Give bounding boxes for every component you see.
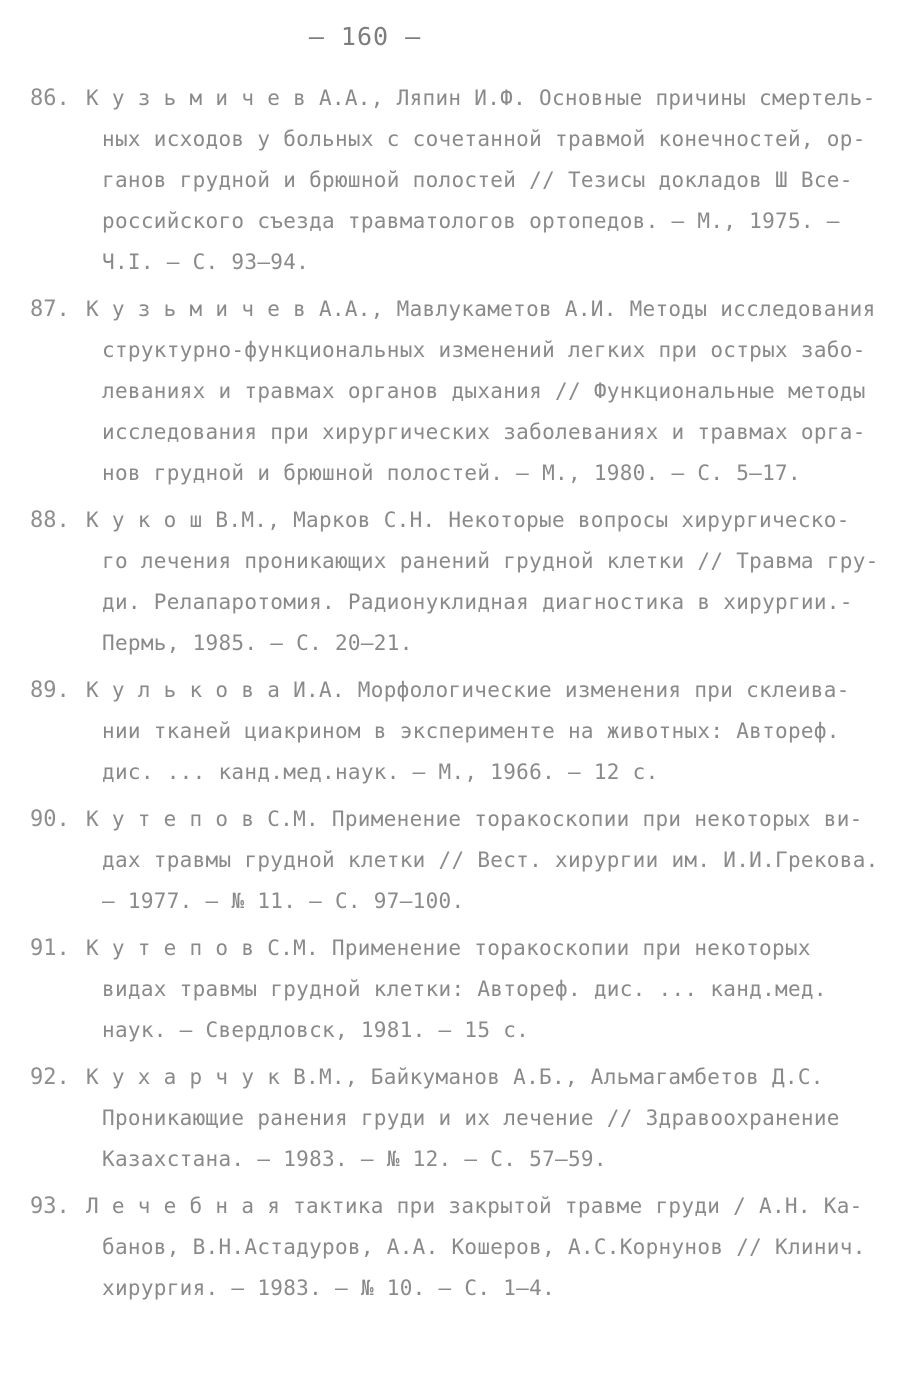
entry-line: нов грудной и брюшной полостей. – М., 1980. – С. 5–17. — [102, 461, 801, 485]
entry-number: 87. — [30, 297, 70, 322]
bibliography-entry-92 — [30, 1057, 890, 1180]
bibliography-entry-87 — [30, 289, 890, 494]
entry-line: видах травмы грудной клетки: Автореф. дис. ... канд.мед. — [102, 977, 827, 1001]
entry-line: Л е ч е б н а я тактика при закрытой травме груди / А.Н. Ка- — [86, 1194, 863, 1218]
bibliography-entry-89 — [30, 670, 890, 793]
bibliography-entry-90 — [30, 799, 890, 922]
bibliography-entry-91 — [30, 928, 890, 1051]
entry-line: Проникающие ранения груди и их лечение // Здравоохранение — [102, 1106, 840, 1130]
entry-number: 88. — [30, 508, 70, 533]
entry-line: нии тканей циакрином в эксперименте на животных: Автореф. — [102, 719, 840, 743]
entry-number: 86. — [30, 86, 70, 111]
entry-line: хирургия. – 1983. – № 10. – С. 1–4. — [102, 1276, 556, 1300]
entry-line: ганов грудной и брюшной полостей // Тезисы докладов Ш Все- — [102, 168, 853, 192]
entry-line: ных исходов у больных с сочетанной травмой конечностей, ор- — [102, 127, 866, 151]
bibliography-entry-93 — [30, 1186, 890, 1309]
entry-line: банов, В.Н.Астадуров, А.А. Кошеров, А.С.Корнунов // Клинич. — [102, 1235, 866, 1259]
entry-line: К у т е п о в С.М. Применение торакоскопии при некоторых — [86, 936, 811, 960]
entry-line: российского съезда травматологов ортопедов. – М., 1975. – — [102, 209, 840, 233]
entry-line: К у к о ш В.М., Марков С.Н. Некоторые вопросы хирургическо- — [86, 508, 850, 532]
entry-line: дис. ... канд.мед.наук. – М., 1966. – 12 с. — [102, 760, 659, 784]
entry-number: 90. — [30, 807, 70, 832]
entry-line: К у т е п о в С.М. Применение торакоскопии при некоторых ви- — [86, 807, 863, 831]
entry-line: леваниях и травмах органов дыхания // Функциональные методы — [102, 379, 866, 403]
entry-line: исследования при хирургических заболеваниях и травмах орга- — [102, 420, 866, 444]
entry-line: структурно-функциональных изменений легких при острых забо- — [102, 338, 866, 362]
entry-line: К у з ь м и ч е в А.А., Мавлукаметов А.И. Методы исследования — [86, 297, 876, 321]
bibliography-list — [30, 78, 890, 1315]
entry-line: наук. – Свердловск, 1981. – 15 с. — [102, 1018, 530, 1042]
entry-number: 91. — [30, 936, 70, 961]
entry-line: дах травмы грудной клетки // Вест. хирургии им. И.И.Грекова. — [102, 848, 879, 872]
entry-line: К у л ь к о в а И.А. Морфологические изменения при склеива- — [86, 678, 850, 702]
entry-line: Ч.I. – С. 93–94. — [102, 250, 310, 274]
page-number: – 160 – — [308, 22, 422, 51]
entry-number: 89. — [30, 678, 70, 703]
entry-line: Казахстана. – 1983. – № 12. – С. 57–59. — [102, 1147, 607, 1171]
bibliography-entry-88 — [30, 500, 890, 664]
entry-line: ди. Релапаротомия. Радионуклидная диагностика в хирургии.- — [102, 590, 853, 614]
entry-line: го лечения проникающих ранений грудной клетки // Травма гру- — [102, 549, 879, 573]
entry-line: – 1977. – № 11. – С. 97–100. — [102, 889, 465, 913]
entry-number: 93. — [30, 1194, 70, 1219]
entry-number: 92. — [30, 1065, 70, 1090]
entry-line: К у з ь м и ч е в А.А., Ляпин И.Ф. Основные причины смертель- — [86, 86, 876, 110]
entry-line: К у х а р ч у к В.М., Байкуманов А.Б., Альмагамбетов Д.С. — [86, 1065, 824, 1089]
entry-line: Пермь, 1985. – С. 20–21. — [102, 631, 413, 655]
bibliography-entry-86 — [30, 78, 890, 283]
